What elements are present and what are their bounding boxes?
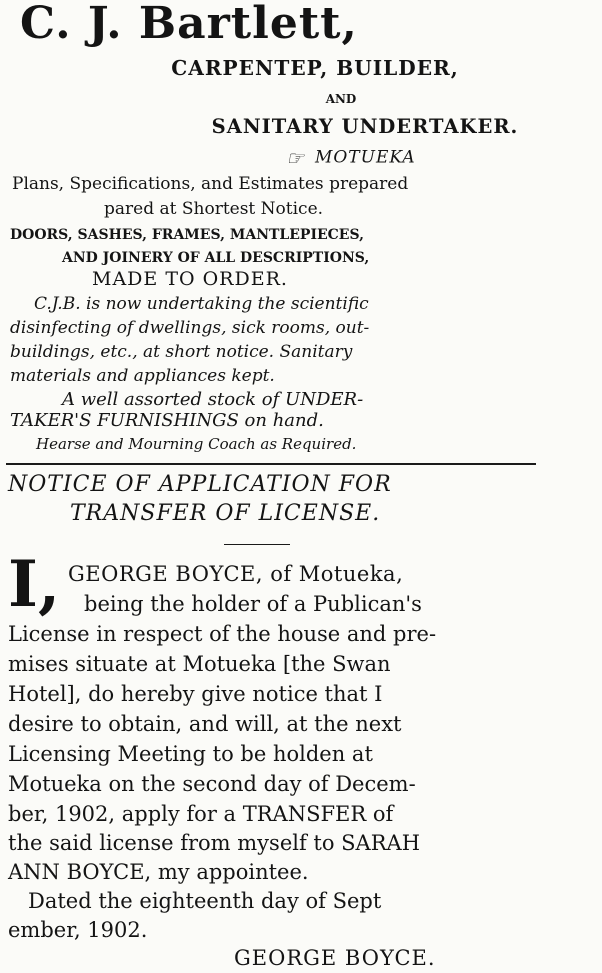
notice-line-7: Licensing Meeting to be holden at bbox=[8, 742, 373, 766]
drop-cap: I, bbox=[8, 547, 61, 622]
stock-line-2: TAKER'S FURNISHINGS on hand. bbox=[10, 410, 324, 431]
place-line bbox=[286, 148, 416, 168]
section-divider bbox=[6, 463, 536, 465]
notice-line-6: desire to obtain, and will, at the next bbox=[8, 712, 402, 736]
notice-line-13: ember, 1902. bbox=[8, 918, 148, 942]
disinfect-line-4: materials and appliances kept. bbox=[10, 366, 275, 386]
signature: GEORGE BOYCE. bbox=[234, 946, 436, 970]
notice-line-8: Motueka on the second day of Decem- bbox=[8, 772, 416, 796]
notice-line-12: Dated the eighteenth day of Sept bbox=[28, 889, 382, 913]
notice-line-2: being the holder of a Publican's bbox=[84, 592, 422, 616]
doors-line-2: AND JOINERY OF ALL DESCRIPTIONS, bbox=[62, 250, 370, 266]
plans-line-1: Plans, Specifications, and Estimates prepared bbox=[12, 174, 409, 194]
plans-line-2: pared at Shortest Notice. bbox=[104, 199, 324, 219]
advertiser-name: C. J. Bartlett, bbox=[20, 0, 358, 49]
doors-line-1: DOORS, SASHES, FRAMES, MANTLEPIECES, bbox=[10, 227, 364, 243]
disinfect-line-3: buildings, etc., at short notice. Sanitary bbox=[10, 342, 353, 362]
notice-line-1: GEORGE BOYCE, of Motueka, bbox=[68, 562, 404, 586]
notice-line-10: the said license from myself to SARAH bbox=[8, 831, 421, 855]
notice-title-2: TRANSFER OF LICENSE. bbox=[70, 501, 381, 526]
short-divider bbox=[224, 544, 290, 545]
notice-line-11: ANN BOYCE, my appointee. bbox=[8, 860, 309, 884]
and-line: AND bbox=[325, 92, 357, 106]
made-to-order: MADE TO ORDER. bbox=[92, 268, 288, 290]
disinfect-line-2: disinfecting of dwellings, sick rooms, out- bbox=[10, 318, 370, 338]
hearse-line: Hearse and Mourning Coach as Required. bbox=[36, 435, 357, 453]
notice-line-5: Hotel], do hereby give notice that I bbox=[8, 682, 383, 706]
pointing-hand-icon: ☞ bbox=[286, 146, 305, 170]
stock-line-1: A well assorted stock of UNDER- bbox=[62, 389, 364, 410]
trade-line: CARPENTEP, BUILDER, bbox=[171, 56, 459, 80]
notice-line-4: mises situate at Motueka [the Swan bbox=[8, 652, 391, 676]
notice-line-9: ber, 1902, apply for a TRANSFER of bbox=[8, 802, 394, 826]
sanitary-line: SANITARY UNDERTAKER. bbox=[211, 115, 519, 138]
disinfect-line-1: C.J.B. is now undertaking the scientific bbox=[34, 294, 369, 314]
notice-line-3: License in respect of the house and pre- bbox=[8, 622, 437, 646]
notice-title-1: NOTICE OF APPLICATION FOR bbox=[8, 472, 392, 497]
place-name: MOTUEKA bbox=[314, 147, 416, 168]
